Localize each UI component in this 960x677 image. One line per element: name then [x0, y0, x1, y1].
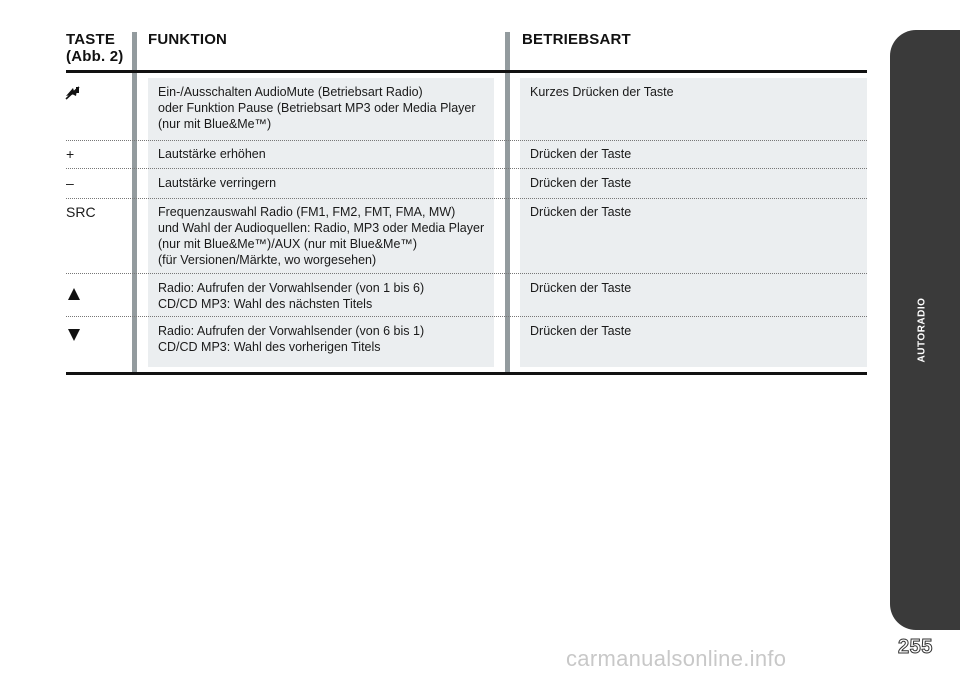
row-betriebsart: Drücken der Taste: [530, 205, 632, 219]
row-funktion-line: und Wahl der Audioquellen: Radio, MP3 oder Media Player: [158, 221, 485, 235]
row-separator: [66, 198, 867, 199]
triangle-down-icon: [67, 328, 81, 342]
row-funktion-line: Lautstärke erhöhen: [158, 147, 266, 161]
column-header-funktion: FUNKTION: [148, 31, 228, 48]
row-separator: [66, 316, 867, 317]
row-funktion-line: Radio: Aufrufen der Vorwahlsender (von 6 bis 1): [158, 324, 425, 338]
row-separator: [66, 273, 867, 274]
column-header-taste-line1: TASTE: [66, 31, 116, 48]
row-key: –: [66, 175, 74, 191]
row-funktion-line: (nur mit Blue&Me™)/AUX (nur mit Blue&Me™): [158, 237, 418, 251]
row-separator: [66, 168, 867, 169]
column-header-taste: [66, 31, 123, 65]
row-key: SRC: [66, 204, 96, 220]
triangle-up-icon: [67, 287, 81, 301]
section-tab-label: AUTORADIO: [916, 297, 928, 363]
row-funktion-line: CD/CD MP3: Wahl des nächsten Titels: [158, 297, 373, 311]
row-separator: [66, 140, 867, 141]
row-funktion-line: Ein-/Ausschalten AudioMute (Betriebsart Radio): [158, 85, 423, 99]
row-funktion-line: (für Versionen/Märkte, wo worgesehen): [158, 253, 377, 267]
row-funktion-line: Radio: Aufrufen der Vorwahlsender (von 1 bis 6): [158, 281, 425, 295]
watermark: carmanualsonline.info: [566, 646, 787, 671]
row-funktion-line: (nur mit Blue&Me™): [158, 117, 272, 131]
page-number: 255: [898, 636, 933, 658]
column-header-taste-line2: (Abb. 2): [66, 48, 124, 65]
row-betriebsart: Drücken der Taste: [530, 147, 632, 161]
row-betriebsart: Drücken der Taste: [530, 281, 632, 295]
column-divider-right: [505, 32, 510, 374]
row-funktion-line: CD/CD MP3: Wahl des vorherigen Titels: [158, 340, 381, 354]
column-header-betriebsart: BETRIEBSART: [522, 31, 631, 48]
row-funktion-line: oder Funktion Pause (Betriebsart MP3 oder Media Player: [158, 101, 476, 115]
row-betriebsart: Drücken der Taste: [530, 176, 632, 190]
column-divider-left: [132, 32, 137, 374]
table-top-rule: [66, 70, 867, 73]
table-bottom-rule: [66, 372, 867, 375]
mute-power-icon: [64, 85, 82, 101]
row-funktion-line: Lautstärke verringern: [158, 176, 277, 190]
row-key: +: [66, 146, 75, 162]
row-betriebsart: Drücken der Taste: [530, 324, 632, 338]
row-funktion-line: Frequenzauswahl Radio (FM1, FM2, FMT, FMA, MW): [158, 205, 456, 219]
row-betriebsart: Kurzes Drücken der Taste: [530, 85, 674, 99]
